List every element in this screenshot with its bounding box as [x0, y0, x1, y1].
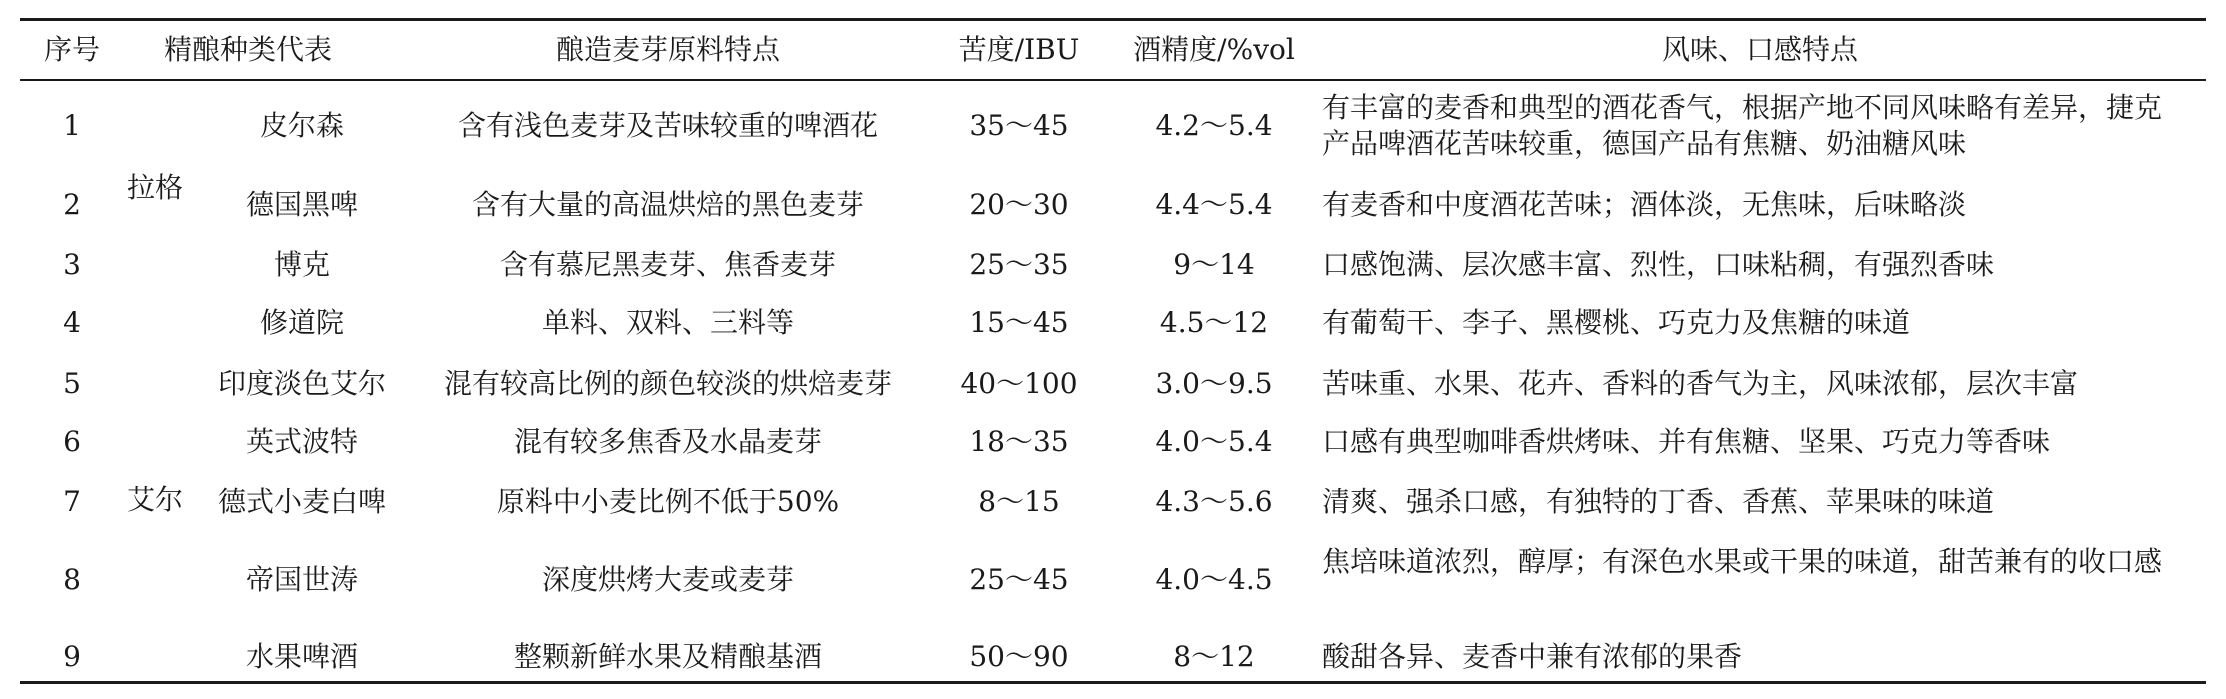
header-abv: 酒精度/%vol [1133, 33, 1295, 66]
row-9-malt: 整颗新鲜水果及精酿基酒 [513, 640, 823, 673]
row-5-name: 印度淡色艾尔 [217, 367, 387, 400]
row-7-ibu: 8～15 [978, 485, 1060, 518]
row-9-index: 9 [63, 640, 81, 673]
row-9-abv: 8～12 [1173, 640, 1255, 673]
row-6-flavor: 口感有典型咖啡香烘烤味、并有焦糖、坚果、巧克力等香味 [1322, 425, 2051, 458]
row-1-ibu: 35～45 [969, 109, 1069, 142]
row-3-malt: 含有慕尼黑麦芽、焦香麦芽 [499, 248, 837, 281]
row-3-name: 博克 [273, 248, 331, 281]
row-2-malt: 含有大量的高温烘焙的黑色麦芽 [471, 188, 865, 221]
row-4-malt: 单料、双料、三料等 [541, 306, 795, 339]
row-5-flavor: 苦味重、水果、花卉、香料的香气为主，风味浓郁，层次丰富 [1322, 367, 2079, 400]
row-2-index: 2 [63, 188, 81, 221]
row-1-name: 皮尔森 [259, 109, 345, 142]
row-8-index: 8 [63, 563, 81, 596]
group-label-lager: 拉格 [126, 171, 184, 204]
row-1-flavor: 有丰富的麦香和典型的酒花香气，根据产地不同风味略有差异，捷克产品啤酒花苦味较重，德国产品有焦糖、奶油糖风味 [1322, 91, 2163, 160]
row-4-ibu: 15～45 [969, 306, 1069, 339]
header-index: 序号 [43, 33, 101, 66]
row-6-malt: 混有较多焦香及水晶麦芽 [513, 425, 823, 458]
bottom-rule [20, 681, 2206, 684]
row-6-ibu: 18～35 [969, 425, 1069, 458]
row-3-flavor: 口感饱满、层次感丰富、烈性，口味粘稠，有强烈香味 [1322, 248, 1995, 281]
row-1-malt: 含有浅色麦芽及苦味较重的啤酒花 [457, 109, 879, 142]
row-7-index: 7 [63, 485, 81, 518]
row-5-abv: 3.0～9.5 [1155, 367, 1273, 400]
row-6-abv: 4.0～5.4 [1155, 425, 1273, 458]
row-2-name: 德国黑啤 [245, 188, 359, 221]
row-6-index: 6 [63, 425, 81, 458]
row-5-index: 5 [63, 367, 81, 400]
row-8-flavor: 焦培味道浓烈，醇厚；有深色水果或干果的味道，甜苦兼有的收口感 [1322, 545, 2163, 578]
row-8-name: 帝国世涛 [245, 563, 359, 596]
row-1-abv: 4.2～5.4 [1155, 109, 1273, 142]
row-4-index: 4 [63, 306, 81, 339]
row-5-malt: 混有较高比例的颜色较淡的烘焙麦芽 [443, 367, 893, 400]
row-3-abv: 9～14 [1173, 248, 1255, 281]
row-9-flavor: 酸甜各异、麦香中兼有浓郁的果香 [1322, 640, 1743, 673]
header-malt: 酿造麦芽原料特点 [555, 33, 781, 66]
row-3-index: 3 [63, 248, 81, 281]
row-4-abv: 4.5～12 [1159, 306, 1269, 339]
row-8-malt: 深度烘烤大麦或麦芽 [541, 563, 795, 596]
row-1-index: 1 [63, 109, 81, 142]
header-rule [20, 79, 2206, 81]
row-7-abv: 4.3～5.6 [1155, 485, 1273, 518]
row-7-malt: 原料中小麦比例不低于50% [496, 485, 840, 518]
header-flavor: 风味、口感特点 [1661, 33, 1859, 66]
row-7-name: 德式小麦白啤 [217, 485, 387, 518]
row-9-name: 水果啤酒 [245, 640, 359, 673]
row-9-ibu: 50～90 [969, 640, 1069, 673]
row-2-abv: 4.4～5.4 [1155, 188, 1273, 221]
group-label-ale: 艾尔 [126, 483, 184, 516]
row-8-abv: 4.0～4.5 [1155, 563, 1273, 596]
row-5-ibu: 40～100 [960, 367, 1078, 400]
header-type: 精酿种类代表 [163, 33, 333, 66]
row-8-ibu: 25～45 [969, 563, 1069, 596]
row-7-flavor: 清爽、强杀口感，有独特的丁香、香蕉、苹果味的味道 [1322, 485, 1995, 518]
top-rule [20, 18, 2206, 21]
row-2-ibu: 20～30 [969, 188, 1069, 221]
header-ibu: 苦度/IBU [958, 33, 1080, 66]
row-3-ibu: 25～35 [969, 248, 1069, 281]
row-6-name: 英式波特 [245, 425, 359, 458]
row-2-flavor: 有麦香和中度酒花苦味；酒体淡，无焦味，后味略淡 [1322, 188, 1967, 221]
row-4-name: 修道院 [259, 306, 345, 339]
row-4-flavor: 有葡萄干、李子、黑樱桃、巧克力及焦糖的味道 [1322, 306, 1911, 339]
